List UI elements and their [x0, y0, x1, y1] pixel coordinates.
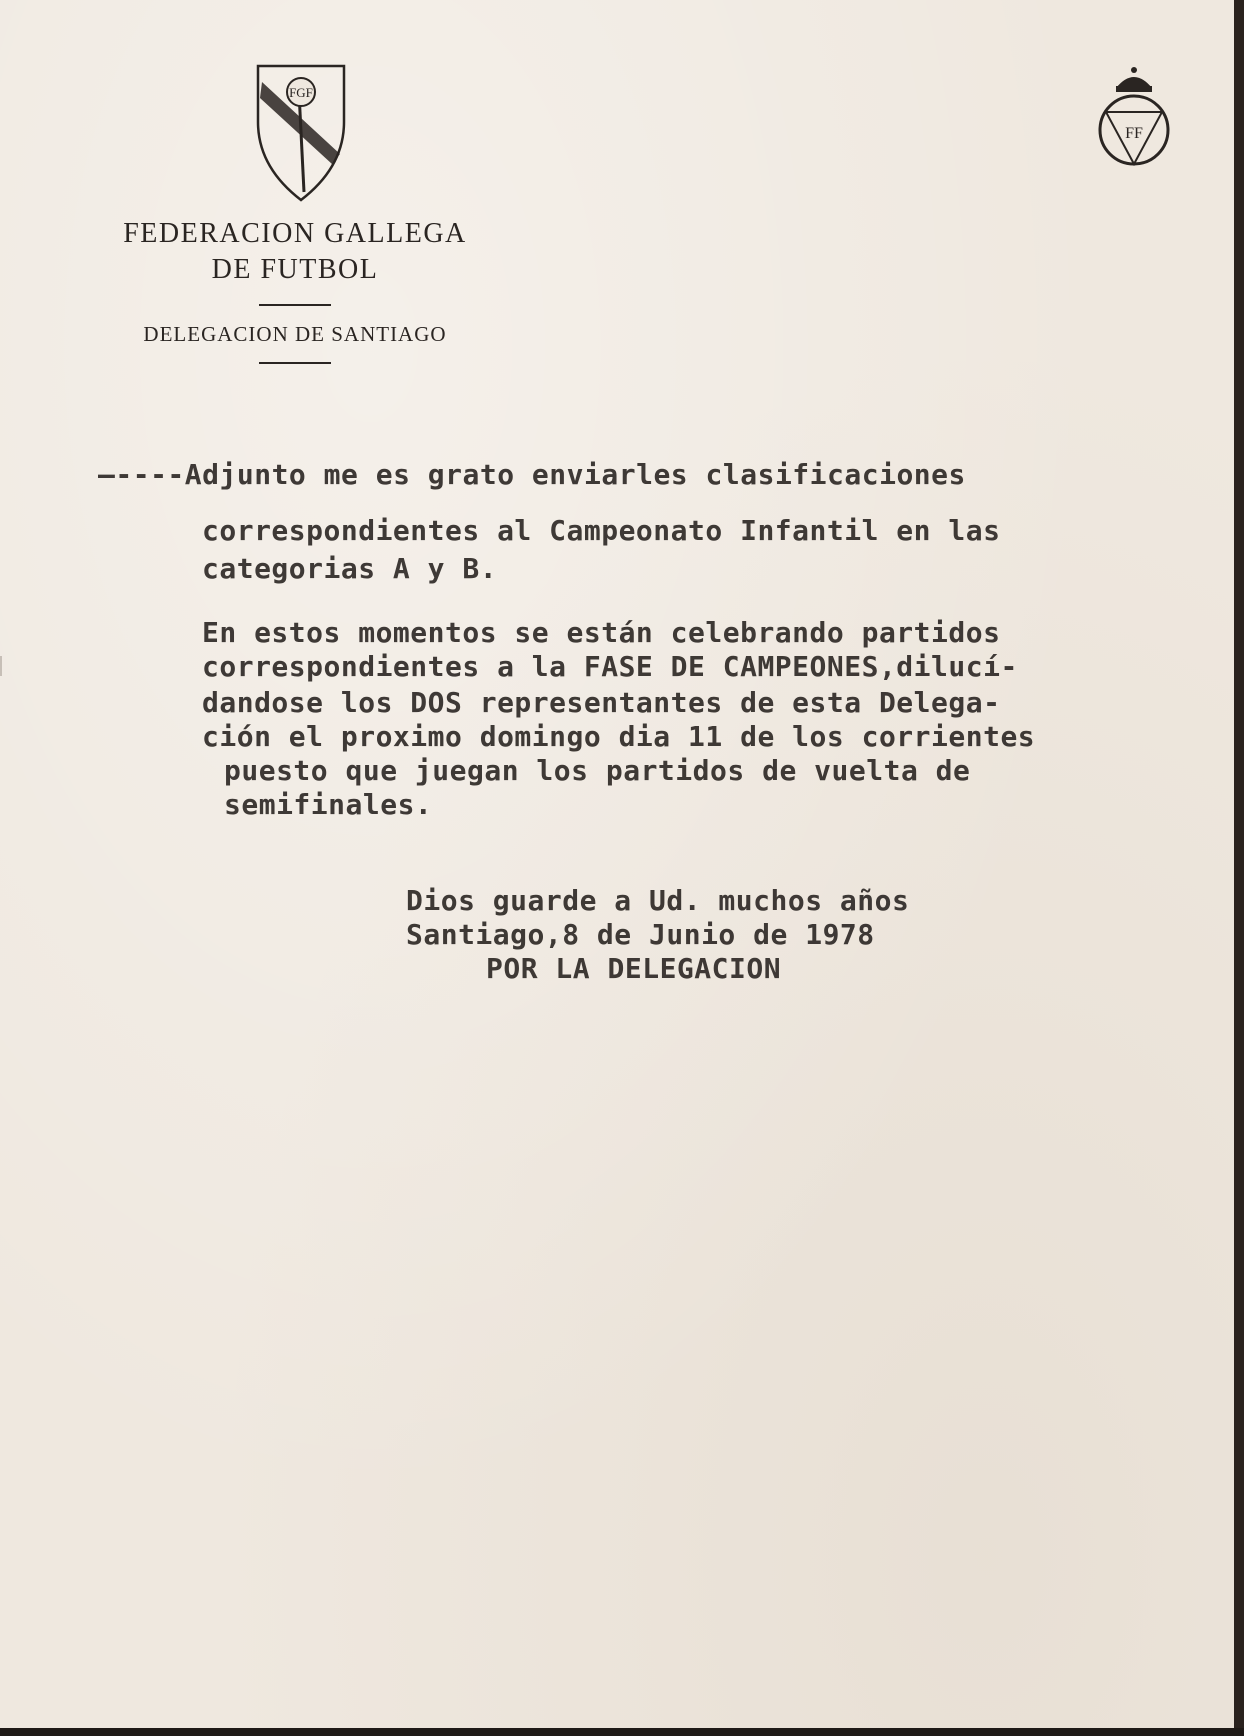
closing-signatory: POR LA DELEGACION	[486, 952, 782, 985]
closing-date: Santiago,8 de Junio de 1978	[406, 918, 875, 951]
body-paragraph-1-line-2: correspondientes al Campeonato Infantil en las	[202, 514, 1001, 547]
letterhead-subtitle: DE FUTBOL	[211, 254, 379, 285]
body-paragraph-2-line-4: ción el proximo domingo dia 11 de los corrientes	[202, 720, 1036, 753]
letterhead-title: FEDERACION GALLEGA	[123, 218, 467, 249]
letterhead-divider	[259, 304, 331, 306]
body-paragraph-2-line-3: dandose los DOS representantes de esta Delega-	[202, 686, 1001, 719]
body-paragraph-2-line-5: puesto que juegan los partidos de vuelta de	[224, 754, 971, 787]
fgf-shield-icon	[254, 62, 348, 204]
paper-mark	[0, 656, 16, 676]
letterhead	[90, 216, 500, 364]
scan-edge-right	[1234, 0, 1244, 1736]
closing-greeting: Dios guarde a Ud. muchos años	[406, 884, 910, 917]
body-paragraph-1-line-3: categorias A y B.	[202, 552, 498, 585]
body-paragraph-2-line-2: correspondientes a la FASE DE CAMPEONES,dilucí-	[202, 650, 1018, 683]
body-paragraph-2-line-6: semifinales.	[224, 788, 433, 821]
letterhead-delegation: DELEGACION DE SANTIAGO	[143, 322, 447, 346]
scan-edge-bottom	[0, 1728, 1244, 1736]
svg-text:FF: FF	[1125, 125, 1143, 142]
body-paragraph-1-line-1: —----Adjunto me es grato enviarles clasificaciones	[98, 458, 966, 491]
body-paragraph-2-line-1: En estos momentos se están celebrando partidos	[202, 616, 1001, 649]
rfef-crown-emblem-icon	[1092, 62, 1176, 174]
svg-text:FGF: FGF	[289, 85, 313, 100]
letterhead-divider-bottom	[259, 362, 331, 364]
